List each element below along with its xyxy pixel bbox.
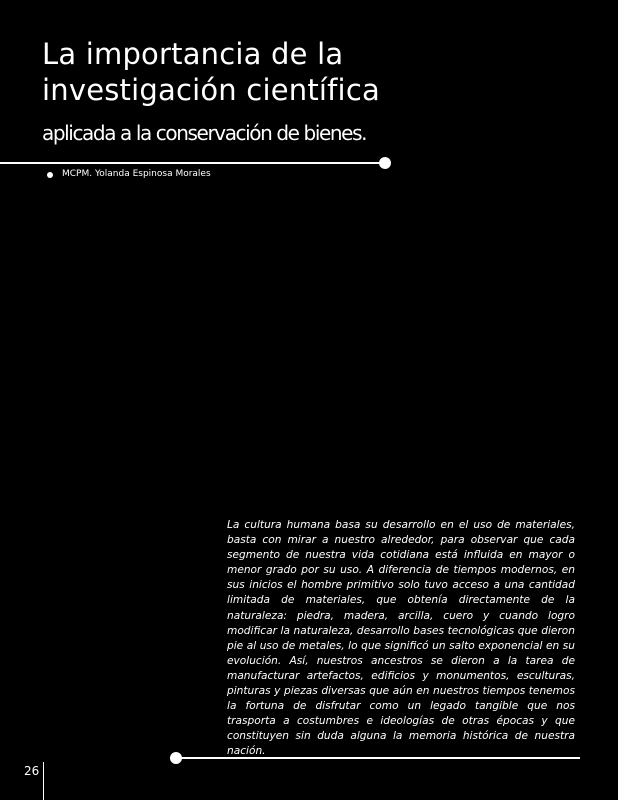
page-margin-line: [43, 762, 44, 800]
author-bullet-icon: [47, 172, 53, 178]
article-body-paragraph: La cultura humana basa su desarrollo en el uso de materiales, basta con mirar a nuestro alrededor, para observar que cada segmento de nuestra vida cotidiana está influida en mayor o menor grado por su uso. A diferencia de tiempos modernos, en sus inicios el hombre primitivo solo tuvo acceso a una cantidad limitada de materiales, que obtenía directamente de la naturaleza: piedra, madera, arcilla, cuero y cuando logro modificar la naturaleza, desarrollo bases tecnológicas que dieron pie al uso de metales, lo que significó un salto exponencial en su evolución. Así, nuestros ancestros se dieron a la tarea de manufacturar artefactos, edificios y monumentos, esculturas, pinturas y piezas diversas que aún en nuestros tiempos tenemos la fortuna de disfrutar como un legado tangible que nos trasporta a costumbres e ideologías de otras épocas y que constituyen sin duda alguna la memoria histórica de nuestra nación.: [227, 519, 575, 758]
article-title: [42, 36, 602, 108]
title-line-2: investigación científica: [42, 73, 380, 107]
article-subtitle: aplicada a la conservación de bienes.: [42, 121, 367, 145]
title-line-1: La importancia de la: [42, 37, 344, 71]
author-name: MCPM. Yolanda Espinosa Morales: [62, 169, 211, 179]
title-divider-line: [0, 162, 384, 164]
body-divider-line: [178, 757, 580, 759]
title-divider-dot: [379, 157, 391, 169]
page-number: 26: [24, 764, 40, 778]
